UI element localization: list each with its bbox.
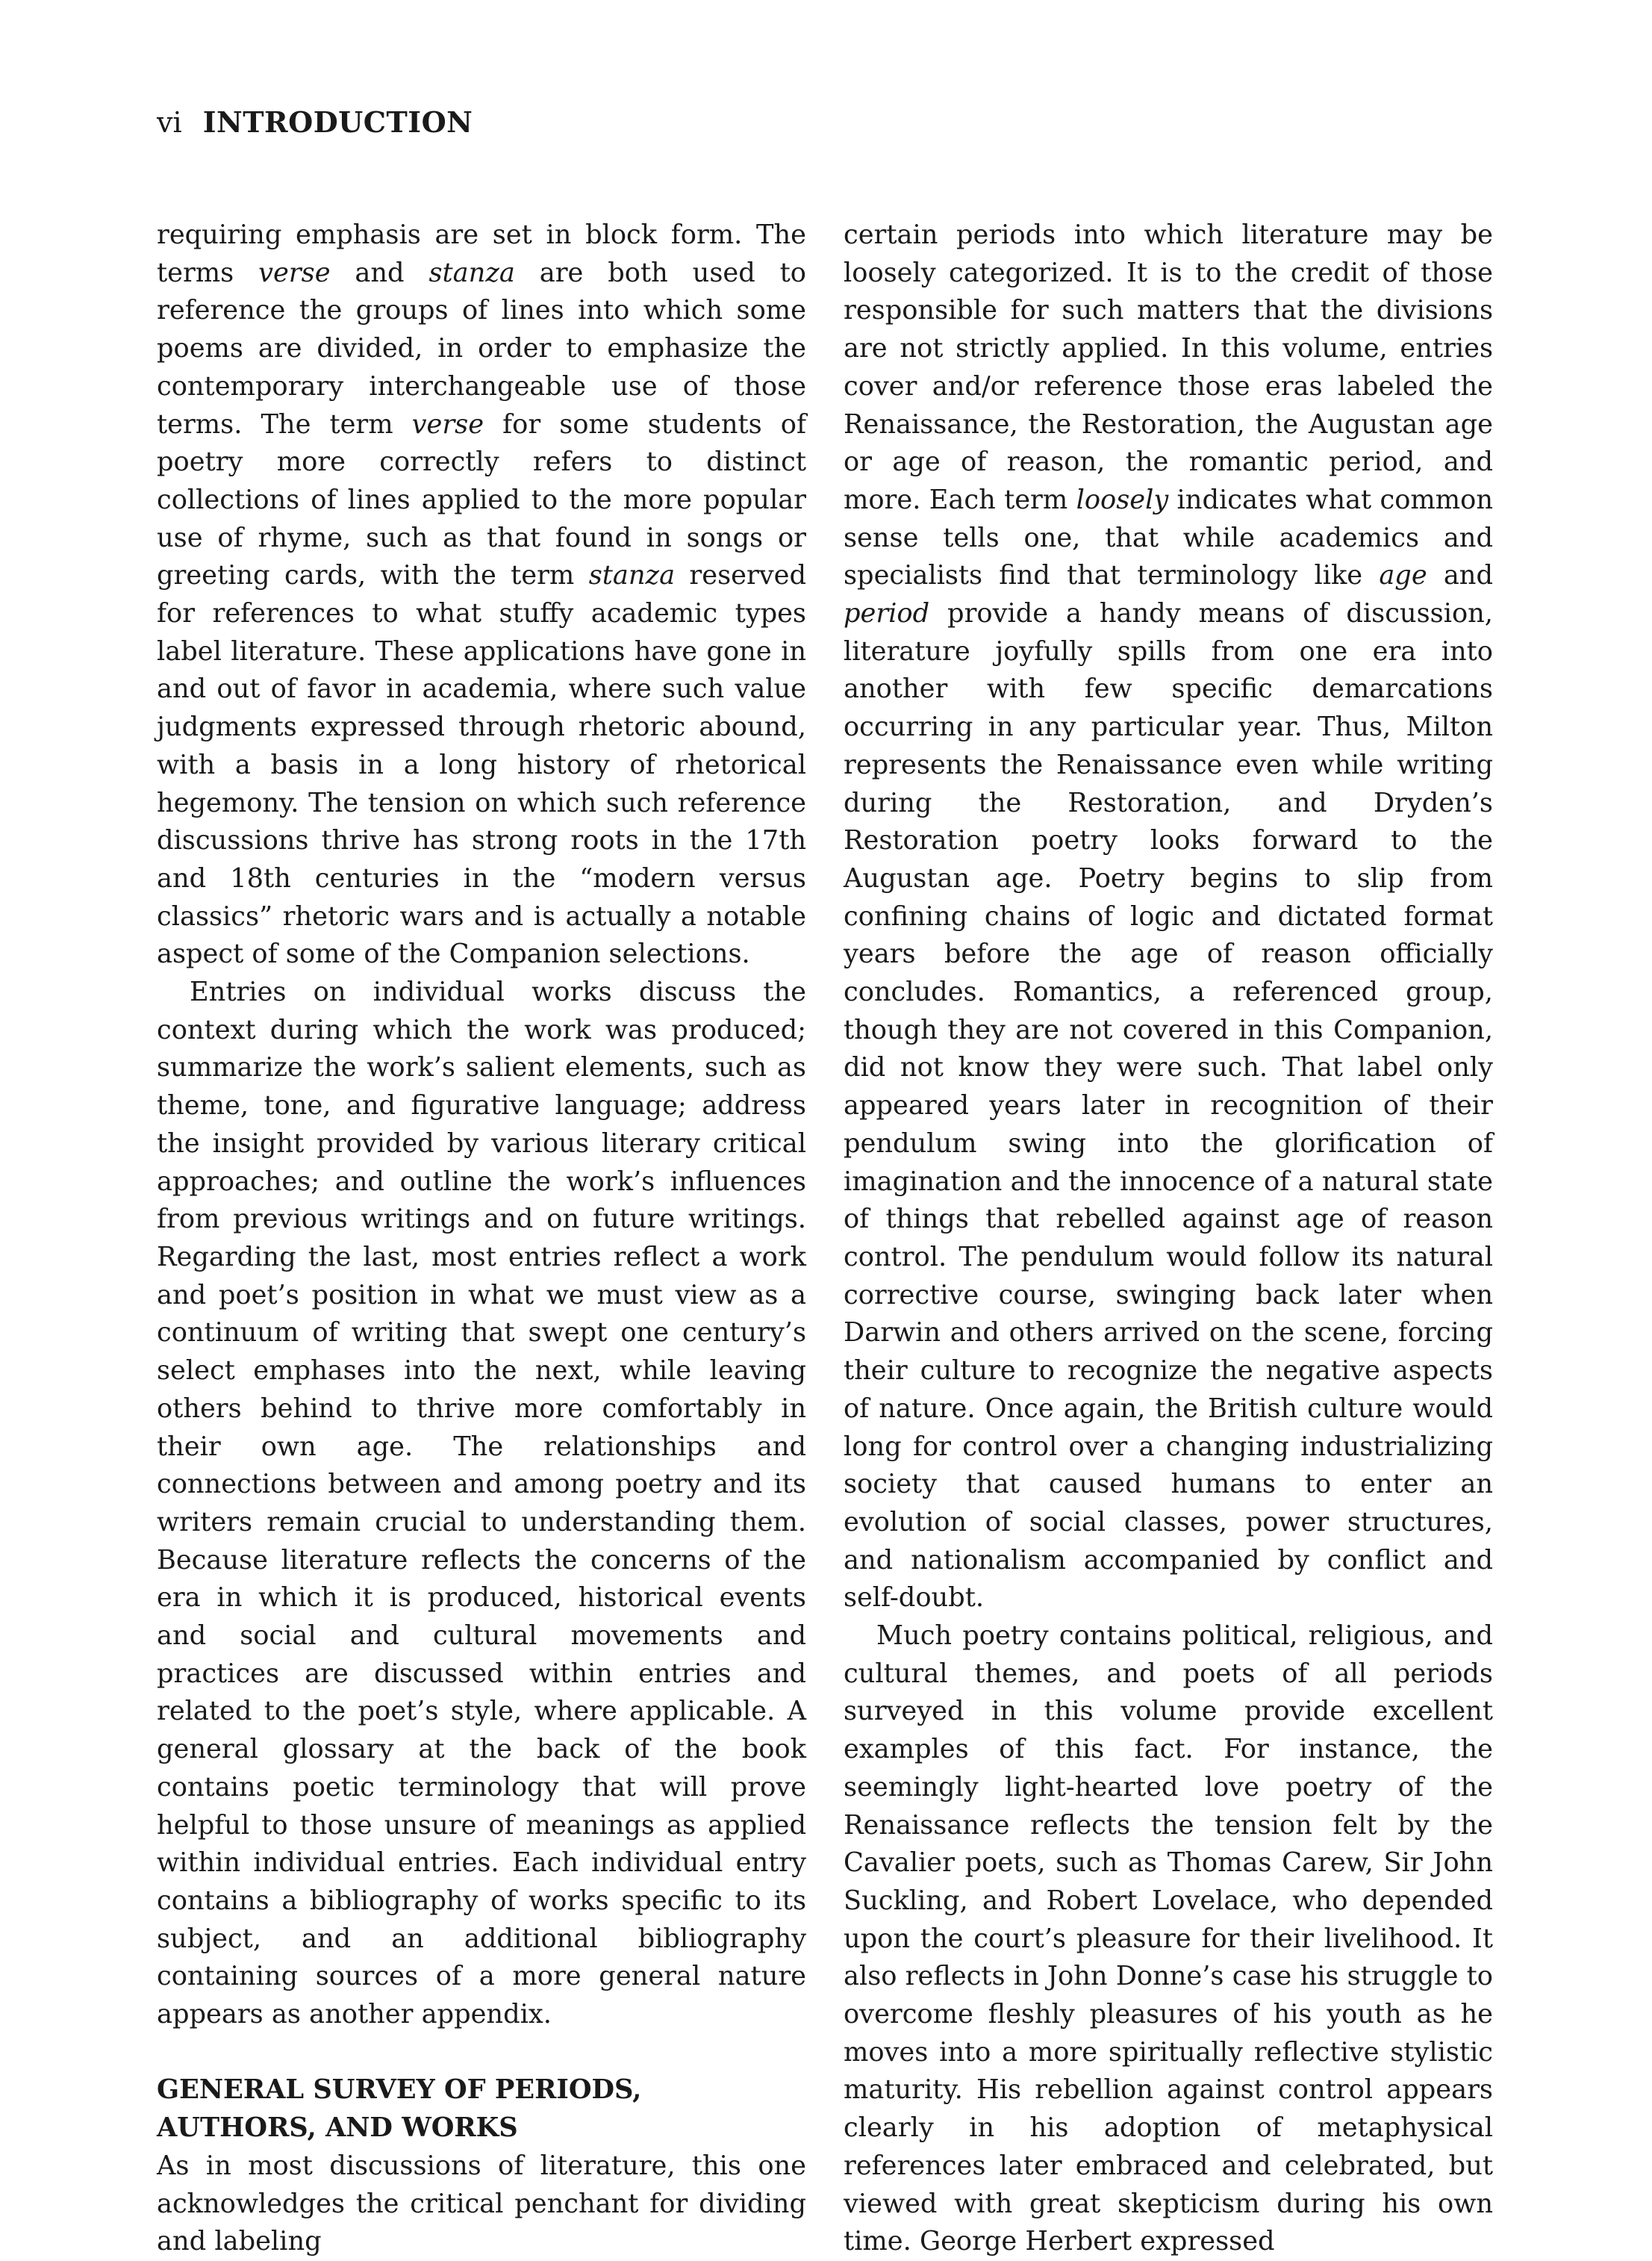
page-number: vi (157, 106, 182, 139)
italic-term: period (844, 598, 930, 629)
paragraph-verse-stanza: requiring emphasis are set in block form. The terms verse and stanza are both used to reference the groups of lines into which some poems are divided, in order to emphasize the contemporary interchangeable use of those terms. The term verse for some students of poetry more correctly refers to distinct collections of lines applied to the more popular use of rhyme, such as that found in songs or greeting cards, with the term stanza reserved for references to what stuffy academic types label literature. These applications have gone in and out of favor in academia, where such value judgments expressed through rhetoric abound, with a basis in a long history of rhetorical hegemony. The tension on which such reference discussions thrive has strong roots in the 17th and 18th centuries in the “modern versus classics” rhetoric wars and is actually a notable aspect of some of the Companion selections. (157, 220, 806, 970)
italic-term: age (1379, 560, 1427, 591)
section-heading (157, 2071, 806, 2147)
section-heading-line-1: GENERAL SURVEY OF PERIODS, (157, 2074, 642, 2106)
italic-term: stanza (428, 257, 515, 288)
italic-term: verse (258, 257, 331, 288)
italic-term: stanza (588, 560, 676, 591)
paragraph-survey-start: As in most discussions of literature, this one acknowledges the critical penchant for dividing and labeling (157, 2150, 806, 2257)
chapter-title: INTRODUCTION (202, 105, 473, 139)
italic-term: verse (411, 408, 484, 440)
section-heading-line-2: AUTHORS, AND WORKS (157, 2112, 518, 2144)
running-head (157, 105, 473, 140)
italic-term: loosely (1076, 484, 1169, 515)
paragraph-entries: Entries on individual works discuss the context during which the work was produced; summarize the work’s salient elements, such as theme, tone, and figurative language; address the insight provided by various literary critical approaches; and outline the work’s influences from previous writings and on future writings. Regarding the last, most entries reflect a work and poet’s position in what we must view as a continuum of writing that swept one century’s select emphases into the next, while leaving others behind to thrive more comfortably in their own age. The relationships and connections between and among poetry and its writers remain crucial to understanding them. Because literature reflects the concerns of the era in which it is produced, historical events and social and cultural movements and practices are discussed within entries and related to the poet’s style, where applicable. A general glossary at the back of the book contains poetic terminology that will prove helpful to those unsure of meanings as applied within individual entries. Each individual entry contains a bibliography of works specific to its subject, and an additional bibliography containing sources of a more general nature appears as another appendix. (157, 977, 806, 2030)
paragraph-periods: certain periods into which literature may be loosely categorized. It is to the credit of those responsible for such matters that the divisions are not strictly applied. In this volume, entries cover and/or reference those eras labeled the Renaissance, the Restoration, the Augustan age or age of reason, the romantic period, and more. Each term loosely indicates what common sense tells one, that while academics and specialists find that terminology like age and period provide a handy means of discussion, literature joyfully spills from one era into another with few specific demarcations occurring in any particular year. Thus, Milton represents the Renaissance even while writing during the Restoration, and Dryden’s Restoration poetry looks forward to the Augustan age. Poetry begins to slip from confining chains of logic and dictated format years before the age of reason officially concludes. Romantics, a referenced group, though they are not covered in this Companion, did not know they were such. That label only appeared years later in recognition of their pendulum swing into the glorification of imagination and the innocence of a natural state of things that rebelled against age of reason control. The pendulum would follow its natural corrective course, swinging back later when Darwin and others arrived on the scene, forcing their culture to recognize the negative aspects of nature. Once again, the British culture would long for control over a changing industrializing society that caused humans to enter an evolution of social classes, power structures, and nationalism accompanied by conflict and self-doubt. (844, 220, 1493, 1614)
left-column (157, 217, 806, 2261)
right-column (844, 217, 1493, 2261)
paragraph-political-themes: Much poetry contains political, religious, and cultural themes, and poets of all periods surveyed in this volume provide excellent examples of this fact. For instance, the seemingly light-hearted love poetry of the Renaissance reflects the tension felt by the Cavalier poets, such as Thomas Carew, Sir John Suckling, and Robert Lovelace, who depended upon the court’s pleasure for their livelihood. It also reflects in John Donne’s case his struggle to overcome fleshly pleasures of his youth as he moves into a more spiritually reflective stylistic maturity. His rebellion against control appears clearly in his adoption of metaphysical references later embraced and celebrated, but viewed with great skepticism during his own time. George Herbert expressed (844, 1620, 1493, 2257)
